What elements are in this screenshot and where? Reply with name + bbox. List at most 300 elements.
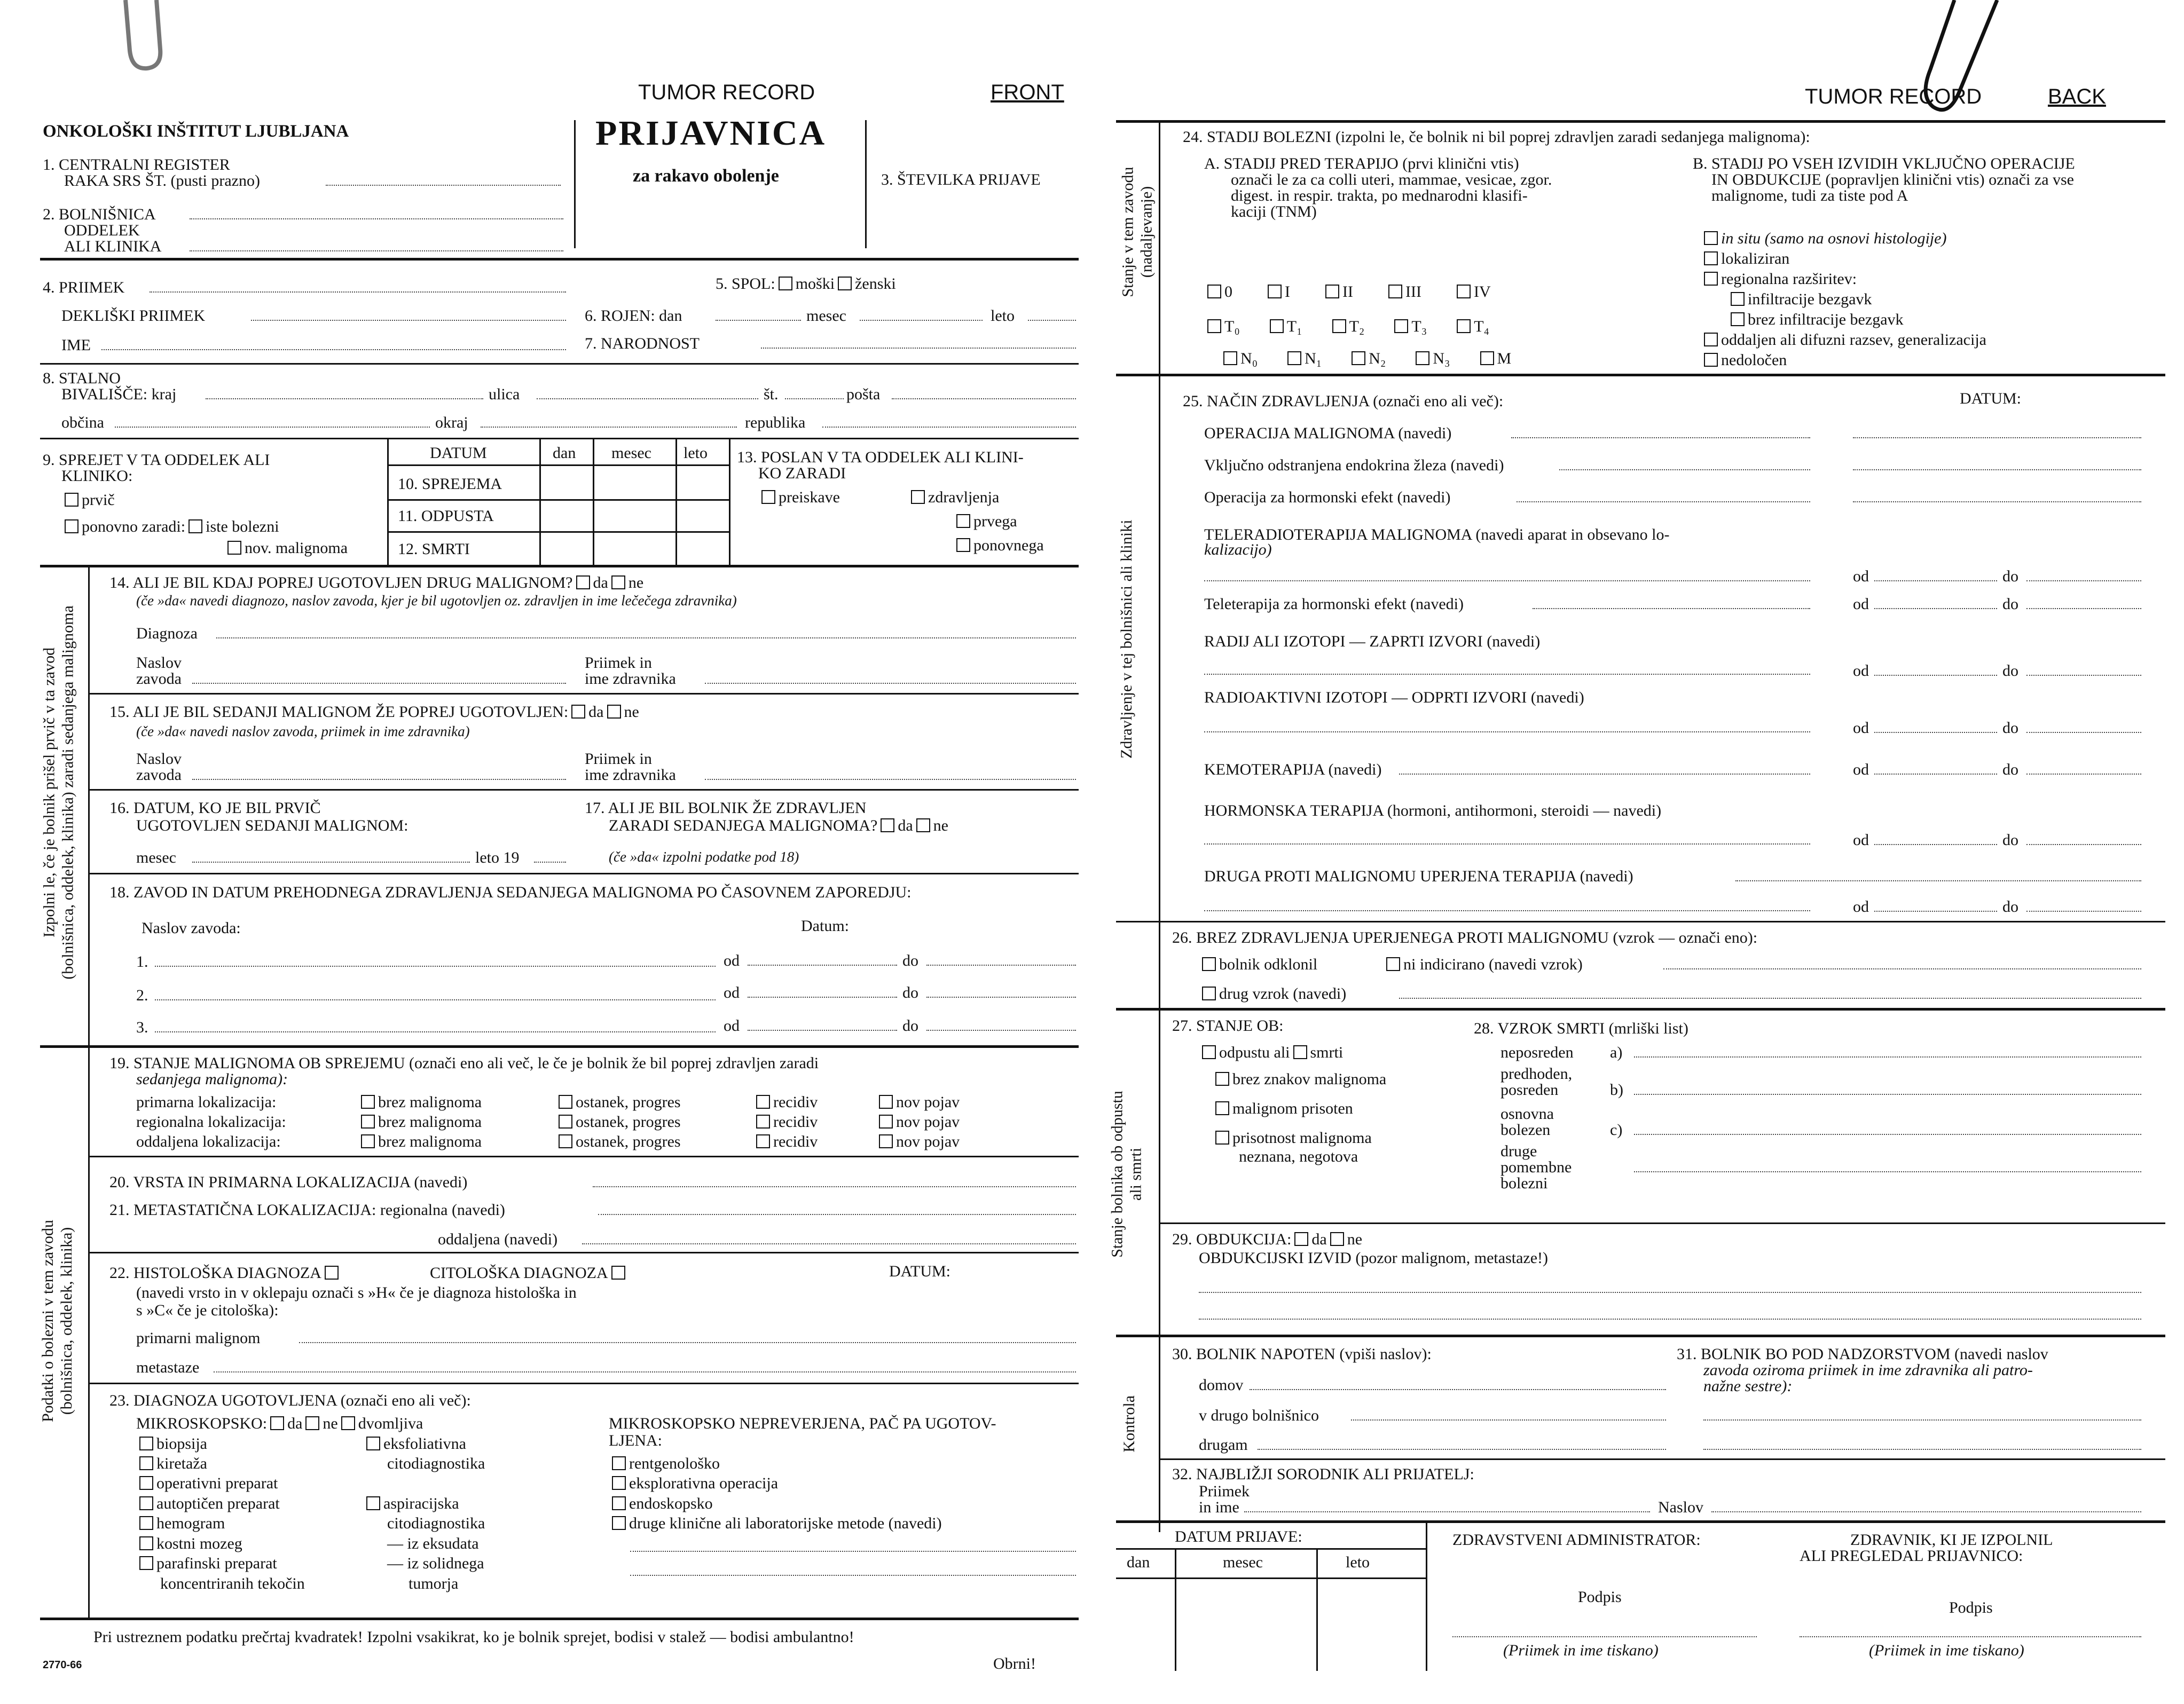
distant-spread-option[interactable]: oddaljen ali difuzni razsev, generalizacija xyxy=(1701,331,1986,350)
new-occurrence-option[interactable]: nov pojav xyxy=(876,1093,960,1112)
hormone-operation-date[interactable] xyxy=(1853,501,2141,502)
diagnosis-month-field[interactable] xyxy=(192,862,470,863)
admin-signature-field[interactable] xyxy=(1452,1636,1757,1637)
checkbox[interactable] xyxy=(361,1095,375,1109)
doubtful-checkbox[interactable] xyxy=(341,1416,355,1430)
checkbox[interactable] xyxy=(1704,353,1718,367)
repeated-treatment-option[interactable]: ponovnega xyxy=(953,537,1044,555)
checkbox[interactable] xyxy=(1704,231,1718,245)
regional-spread-option[interactable]: regionalna razširitev: xyxy=(1701,270,1857,289)
q14-yes-checkbox[interactable] xyxy=(576,575,590,589)
no-malignoma-option[interactable]: brez malignoma xyxy=(358,1093,482,1112)
doctor-field[interactable] xyxy=(705,779,1076,780)
other-diseases-label-c: bolezni xyxy=(1500,1174,1548,1192)
row-1-label: 1. xyxy=(136,953,148,971)
diagnosis-field[interactable] xyxy=(216,637,1076,638)
no-lymph-infiltration-option[interactable]: brez infiltracije bezgavk xyxy=(1727,311,1904,329)
other-reason-field[interactable] xyxy=(1399,998,2141,999)
stage-a-label: A. STADIJ PRED TERAPIJO (prvi klinični vtis) xyxy=(1204,155,1519,172)
field-9-label-b: KLINIKO: xyxy=(61,467,133,485)
autopsy-report-field[interactable] xyxy=(1199,1292,2141,1293)
field-21-label: 21. METASTATIČNA LOKALIZACIJA: regionalna (navedi) xyxy=(109,1201,505,1219)
field-25-label: 25. NAČIN ZDRAVLJENJA (označi eno ali več): xyxy=(1183,392,1504,410)
checkbox[interactable] xyxy=(361,1115,375,1129)
municipality-field[interactable] xyxy=(115,427,430,428)
house-number-field[interactable] xyxy=(785,398,844,399)
from-label: od xyxy=(1853,898,1869,916)
to-date[interactable] xyxy=(2026,911,2141,912)
sidebar-control: Kontrola xyxy=(1120,1395,1138,1453)
checkbox[interactable] xyxy=(1704,333,1718,346)
paraffin-option-b: koncentriranih tekočin xyxy=(160,1575,305,1592)
checkbox[interactable] xyxy=(559,1115,572,1129)
radioisotopes-label: RADIOAKTIVNI IZOTOPI — ODPRTI IZVORI (navedi) xyxy=(1204,689,1584,706)
treatment-institution-1[interactable] xyxy=(155,966,716,967)
from-date-1[interactable] xyxy=(748,965,897,966)
new-malignoma-option[interactable]: nov. malignoma xyxy=(224,539,348,558)
checkbox[interactable] xyxy=(1386,957,1400,971)
to-label: do xyxy=(2002,662,2018,680)
month-header: mesec xyxy=(611,444,651,462)
field-13-label-b: KO ZARADI xyxy=(758,464,846,482)
autopsy-yes-checkbox[interactable] xyxy=(1294,1232,1308,1246)
born-year-label: leto xyxy=(991,307,1015,325)
district-field[interactable] xyxy=(481,427,737,428)
born-year-field[interactable] xyxy=(1028,320,1076,321)
checkbox[interactable] xyxy=(1202,957,1216,971)
checkbox[interactable] xyxy=(612,1476,626,1490)
checkbox[interactable] xyxy=(366,1437,380,1450)
cause-c-field[interactable] xyxy=(1634,1134,2141,1135)
q17-no-checkbox[interactable] xyxy=(916,818,930,832)
t4-checkbox[interactable] xyxy=(1457,319,1471,333)
undetermined-option[interactable]: nedoločen xyxy=(1701,351,1787,370)
no-malignoma-option[interactable]: brez malignoma xyxy=(358,1133,482,1151)
checkbox[interactable] xyxy=(756,1115,770,1129)
recurrence-option[interactable]: recidiv xyxy=(753,1133,818,1151)
death-date-label: 12. SMRTI xyxy=(398,540,470,558)
doctor-label-b: ime zdravnika xyxy=(585,670,676,688)
checkbox[interactable] xyxy=(1704,251,1718,265)
field-22-note-b: s »C« če je citološka): xyxy=(136,1301,279,1319)
to-date[interactable] xyxy=(2026,675,2141,676)
institution-field[interactable] xyxy=(192,779,566,780)
checkbox[interactable] xyxy=(139,1476,153,1490)
field-4-label: 4. PRIIMEK xyxy=(43,279,125,296)
field-14-label: 14. ALI JE BIL KDAJ POPREJ UGOTOVLJEN DRUG MALIGNOM? da ne xyxy=(109,574,644,591)
institution-field[interactable] xyxy=(192,683,566,684)
other-diseases-field[interactable] xyxy=(1634,1171,2141,1172)
year-header: leto xyxy=(1346,1553,1370,1571)
to-date[interactable] xyxy=(2026,774,2141,775)
stage-4-checkbox[interactable] xyxy=(1457,285,1471,298)
t-row: T₀ T₁ T₂ T₃ T₄ xyxy=(1204,318,1489,336)
supervision-field[interactable] xyxy=(1703,1419,2141,1421)
distant-localization-label: oddaljena lokalizacija: xyxy=(136,1133,281,1150)
hormone-therapy-field[interactable] xyxy=(1204,843,1810,845)
exploratory-option[interactable]: eksplorativna operacija xyxy=(609,1474,778,1493)
doctor-field[interactable] xyxy=(705,683,1076,684)
checkbox[interactable] xyxy=(612,1456,626,1470)
post-field[interactable] xyxy=(892,398,1076,399)
readmission-option[interactable]: ponovno zaradi: iste bolezni xyxy=(61,518,279,537)
death-checkbox[interactable] xyxy=(1293,1045,1307,1059)
checkbox[interactable] xyxy=(559,1095,572,1109)
field-20-label: 20. VRSTA IN PRIMARNA LOKALIZACIJA (navedi) xyxy=(109,1173,468,1191)
operation-label: OPERACIJA MALIGNOMA (navedi) xyxy=(1204,424,1452,442)
institute-name: ONKOLOŠKI INŠTITUT LJUBLJANA xyxy=(43,122,349,141)
repeated-treatment-checkbox[interactable] xyxy=(956,538,970,552)
aspiration-option[interactable]: aspiracijska xyxy=(363,1495,459,1513)
regional-metastasis-field[interactable] xyxy=(598,1214,1076,1215)
stage-1-checkbox[interactable] xyxy=(1268,285,1282,298)
n3-checkbox[interactable] xyxy=(1416,351,1429,365)
recurrence-option[interactable]: recidiv xyxy=(753,1113,818,1132)
name-field[interactable] xyxy=(101,349,566,350)
from-date-3[interactable] xyxy=(748,1030,897,1031)
curettage-option[interactable]: kiretaža xyxy=(136,1455,207,1473)
diagnosis-year-field[interactable] xyxy=(534,862,566,863)
checkbox[interactable] xyxy=(139,1556,153,1570)
relative-address-field[interactable] xyxy=(1711,1511,2141,1512)
from-label: od xyxy=(1853,831,1869,849)
no-malignoma-option[interactable]: brez malignoma xyxy=(358,1113,482,1132)
hospital-field[interactable] xyxy=(190,218,563,219)
n0-checkbox[interactable] xyxy=(1223,351,1237,365)
checkbox[interactable] xyxy=(1202,987,1216,1000)
relative-address-label: Naslov xyxy=(1658,1498,1703,1516)
n-row: N₀ N₁ N₂ N₃ M xyxy=(1220,350,1511,368)
q15-no-checkbox[interactable] xyxy=(607,705,621,719)
readmission-checkbox[interactable] xyxy=(65,519,78,533)
field-9-label: 9. SPREJET V TA ODDELEK ALI xyxy=(43,451,270,469)
sidebar-treatment: Zdravljenje v tej bolnišnici ali kliniki xyxy=(1117,519,1135,759)
from-label: od xyxy=(1853,595,1869,613)
q17-yes-checkbox[interactable] xyxy=(881,818,894,832)
to-date[interactable] xyxy=(2026,732,2141,733)
first-treatment-option[interactable]: prvega xyxy=(953,512,1017,531)
distant-metastasis-label: oddaljena (navedi) xyxy=(438,1230,558,1248)
to-date-1[interactable] xyxy=(926,965,1076,966)
endocrine-date[interactable] xyxy=(1853,469,2141,470)
treatment-option[interactable]: zdravljenja xyxy=(908,488,999,507)
paraffin-option[interactable]: parafinski preparat xyxy=(136,1555,277,1573)
field-15-note: (če »da« navedi naslov zavoda, priimek in ime zdravnika) xyxy=(136,723,470,739)
from-solid-label: — iz solidnega xyxy=(387,1555,484,1572)
checkbox[interactable] xyxy=(366,1496,380,1510)
metastases-field[interactable] xyxy=(214,1371,1076,1372)
biopsy-option[interactable]: biopsija xyxy=(136,1435,207,1454)
checkbox[interactable] xyxy=(879,1095,893,1109)
residue-option[interactable]: ostanek, progres xyxy=(555,1113,681,1132)
report-date-label: DATUM PRIJAVE: xyxy=(1175,1528,1302,1545)
operation-field[interactable] xyxy=(1511,437,1810,438)
to-date-2[interactable] xyxy=(926,997,1076,998)
no-signs-option[interactable]: brez znakov malignoma xyxy=(1212,1070,1386,1089)
checkbox[interactable] xyxy=(139,1456,153,1470)
t2-checkbox[interactable] xyxy=(1332,319,1346,333)
radioisotopes-field[interactable] xyxy=(1204,731,1810,732)
registry-number-field[interactable] xyxy=(326,185,561,186)
from-label: od xyxy=(724,984,740,1001)
type-localization-field[interactable] xyxy=(593,1186,1076,1187)
n2-checkbox[interactable] xyxy=(1352,351,1365,365)
surname-field[interactable] xyxy=(150,291,566,293)
stage-2-checkbox[interactable] xyxy=(1325,285,1339,298)
lymph-infiltration-option[interactable]: infiltracije bezgavk xyxy=(1727,290,1872,309)
t1-checkbox[interactable] xyxy=(1270,319,1284,333)
other-methods-option[interactable]: druge klinične ali laboratorijske metode (navedi) xyxy=(609,1514,942,1533)
autopsy-report-field-2[interactable] xyxy=(1199,1319,2141,1320)
field-18-label: 18. ZAVOD IN DATUM PREHODNEGA ZDRAVLJENJA SEDANJEGA MALIGNOMA PO ČASOVNEM ZAPOREDJU: xyxy=(109,883,912,901)
new-occurrence-option[interactable]: nov pojav xyxy=(876,1113,960,1132)
maiden-name-field[interactable] xyxy=(251,320,566,321)
exfoliative-option-b: citodiagnostika xyxy=(387,1455,485,1472)
home-label: domov xyxy=(1199,1376,1244,1394)
checkbox[interactable] xyxy=(756,1095,770,1109)
month-header: mesec xyxy=(1223,1553,1263,1571)
from-date[interactable] xyxy=(1874,844,1997,845)
doctor-printed-name-label: (Priimek in ime tiskano) xyxy=(1869,1642,2024,1659)
discharge-checkbox[interactable] xyxy=(1202,1045,1216,1059)
to-date[interactable] xyxy=(2026,580,2141,581)
malignoma-present-option[interactable]: malignom prisoten xyxy=(1212,1100,1353,1118)
other-therapy-field-2[interactable] xyxy=(1204,910,1810,911)
histological-checkbox[interactable] xyxy=(325,1266,339,1280)
checkbox[interactable] xyxy=(1215,1101,1229,1115)
operation-date[interactable] xyxy=(1853,437,2141,438)
clinic-label: ALI KLINIKA xyxy=(64,238,162,255)
checkbox[interactable] xyxy=(139,1437,153,1450)
street-label: ulica xyxy=(489,385,520,403)
town-field[interactable] xyxy=(206,398,483,399)
cytological-diagnosis-option[interactable]: CITOLOŠKA DIAGNOZA xyxy=(430,1264,629,1283)
teleradiotherapy-label: TELERADIOTERAPIJA MALIGNOMA (navedi aparat in obsevano lo- xyxy=(1204,526,1670,543)
field-23-label: 23. DIAGNOZA UGOTOVLJENA (označi eno ali več): xyxy=(109,1392,471,1409)
field-17-label: 17. ALI JE BIL BOLNIK ŽE ZDRAVLJEN xyxy=(585,799,867,817)
checkbox[interactable] xyxy=(612,1496,626,1510)
from-date[interactable] xyxy=(1874,675,1997,676)
autopsy-preparation-option[interactable]: autoptičen preparat xyxy=(136,1495,280,1513)
doctor-signature-field[interactable] xyxy=(1800,1636,2141,1637)
checkbox[interactable] xyxy=(361,1134,375,1148)
checkbox[interactable] xyxy=(1704,272,1718,286)
other-hospital-field[interactable] xyxy=(1351,1419,1666,1421)
patient-refused-option[interactable]: bolnik odklonil xyxy=(1199,956,1317,974)
female-checkbox[interactable] xyxy=(838,277,852,290)
diagnosis-label: Diagnoza xyxy=(136,625,198,642)
day-header: dan xyxy=(553,444,576,462)
checkbox[interactable] xyxy=(1731,312,1745,326)
diagnosis-date-label: DATUM: xyxy=(889,1263,951,1280)
metastases-label: metastaze xyxy=(136,1359,200,1376)
nationality-field[interactable] xyxy=(761,348,1076,349)
stage-3-checkbox[interactable] xyxy=(1388,285,1402,298)
treatment-checkbox[interactable] xyxy=(911,490,925,504)
home-field[interactable] xyxy=(1250,1389,1666,1390)
field-19-label: 19. STANJE MALIGNOMA OB SPREJEMU (označi eno ali več, le če je bolnik že bil poprej zdravljen zaradi xyxy=(109,1054,819,1072)
residue-option[interactable]: ostanek, progres xyxy=(555,1133,681,1151)
from-date[interactable] xyxy=(1874,608,1997,609)
n1-checkbox[interactable] xyxy=(1287,351,1301,365)
field-16-label: 16. DATUM, KO JE BIL PRVIČ xyxy=(109,799,321,817)
discharge-date-label: 11. ODPUSTA xyxy=(398,507,494,525)
other-therapy-label: DRUGA PROTI MALIGNOMU UPERJENA TERAPIJA (navedi) xyxy=(1204,867,1633,885)
not-indicated-option[interactable]: ni indicirano (navedi vzrok) xyxy=(1383,956,1583,974)
endocrine-field[interactable] xyxy=(1559,469,1810,470)
field-31-label-c: nažne sestre): xyxy=(1703,1377,1793,1395)
teletherapy-hormone-field[interactable] xyxy=(1533,608,1810,609)
residence-label: BIVALIŠČE: kraj xyxy=(61,385,177,403)
aspiration-option-b: citodiagnostika xyxy=(387,1514,485,1532)
from-label: od xyxy=(1853,761,1869,778)
preceding-cause-label-b: posreden xyxy=(1500,1081,1559,1099)
to-label: do xyxy=(2002,595,2018,613)
first-checkbox[interactable] xyxy=(65,493,78,507)
treatment-institution-3[interactable] xyxy=(155,1031,716,1032)
hemogram-option[interactable]: hemogram xyxy=(136,1514,225,1533)
q14-no-checkbox[interactable] xyxy=(611,575,625,589)
checkbox[interactable] xyxy=(1215,1131,1229,1145)
first-treatment-checkbox[interactable] xyxy=(956,514,970,528)
radium-field[interactable] xyxy=(1204,674,1810,675)
from-date[interactable] xyxy=(1874,911,1997,912)
field-8-label: 8. STALNO xyxy=(43,369,121,387)
cytological-checkbox[interactable] xyxy=(611,1266,625,1280)
born-month-field[interactable] xyxy=(860,320,983,321)
examination-option[interactable]: preiskave xyxy=(758,488,840,507)
field-13-label: 13. POSLAN V TA ODDELEK ALI KLINI- xyxy=(737,448,1024,466)
field-31-label: 31. BOLNIK BO POD NADZORSTVOM (navedi naslov xyxy=(1677,1345,2048,1363)
checkbox[interactable] xyxy=(1215,1072,1229,1086)
microscopic-no-checkbox[interactable] xyxy=(305,1416,319,1430)
doctor-label: Priimek in xyxy=(585,654,652,672)
republic-field[interactable] xyxy=(822,427,1076,428)
to-label: do xyxy=(2002,761,2018,778)
form-subtitle: za rakavo obolenje xyxy=(633,166,779,186)
endoscopy-option[interactable]: endoskopsko xyxy=(609,1495,713,1513)
field-30-label: 30. BOLNIK NAPOTEN (vpiši naslov): xyxy=(1172,1345,1432,1363)
residue-option[interactable]: ostanek, progres xyxy=(555,1093,681,1112)
checkbox[interactable] xyxy=(139,1496,153,1510)
other-methods-field[interactable] xyxy=(630,1551,1076,1552)
q15-yes-checkbox[interactable] xyxy=(571,705,585,719)
stage-row: 0 I II III IV xyxy=(1204,283,1491,302)
distant-metastasis-field[interactable] xyxy=(582,1243,1076,1244)
operative-preparation-option[interactable]: operativni preparat xyxy=(136,1474,278,1493)
checkbox[interactable] xyxy=(879,1134,893,1148)
other-reason-option[interactable]: drug vzrok (navedi) xyxy=(1199,985,1346,1004)
administrator-label: ZDRAVSTVENI ADMINISTRATOR: xyxy=(1452,1531,1701,1549)
new-malignoma-checkbox[interactable] xyxy=(227,541,241,555)
microscopic-label: MIKROSKOPSKO: da ne dvomljiva xyxy=(136,1415,423,1432)
institution-label-b: zavoda xyxy=(136,670,182,688)
radiology-option[interactable]: rentgenološko xyxy=(609,1455,720,1473)
chemotherapy-field[interactable] xyxy=(1399,774,1810,775)
checkbox[interactable] xyxy=(139,1536,153,1550)
field-29-label: 29. OBDUKCIJA: da ne xyxy=(1172,1230,1363,1248)
bone-marrow-option[interactable]: kostni mozeg xyxy=(136,1535,242,1553)
doctor-label-b: ALI PREGLEDAL PRIJAVNICO: xyxy=(1800,1547,2023,1565)
t3-checkbox[interactable] xyxy=(1394,319,1408,333)
from-date[interactable] xyxy=(1874,732,1997,733)
unknown-option[interactable]: prisotnost malignoma xyxy=(1212,1129,1372,1148)
autopsy-no-checkbox[interactable] xyxy=(1330,1232,1344,1246)
institution-label: Naslov xyxy=(136,654,182,672)
same-disease-checkbox[interactable] xyxy=(188,519,202,533)
street-field[interactable] xyxy=(537,398,758,399)
stage-a-note: označi le za ca colli uteri, mammae, vesicae, zgor. xyxy=(1231,171,1552,188)
stage-0-checkbox[interactable] xyxy=(1207,285,1221,298)
cause-b-field[interactable] xyxy=(1634,1094,2141,1095)
field-26-label: 26. BREZ ZDRAVLJENJA UPERJENEGA PROTI MALIGNOMU (vzrok — označi eno): xyxy=(1172,929,1758,946)
field-15-label: 15. ALI JE BIL SEDANJI MALIGNOM ŽE POPREJ UGOTOVLJEN: da ne xyxy=(109,703,639,721)
not-indicated-field[interactable] xyxy=(1663,968,2141,969)
teleradiotherapy-field[interactable] xyxy=(1204,580,1810,581)
relative-name-field[interactable] xyxy=(1244,1511,1650,1512)
new-occurrence-option[interactable]: nov pojav xyxy=(876,1133,960,1151)
elsewhere-label: drugam xyxy=(1199,1436,1248,1454)
recurrence-option[interactable]: recidiv xyxy=(753,1093,818,1112)
in-situ-option[interactable]: in situ (samo na osnovi histologije) xyxy=(1701,230,1947,248)
other-methods-field-2[interactable] xyxy=(630,1575,1076,1576)
to-date[interactable] xyxy=(2026,844,2141,845)
born-day-field[interactable] xyxy=(716,320,801,321)
clinic-field[interactable] xyxy=(190,250,563,251)
histological-diagnosis-option[interactable]: 22. HISTOLOŠKA DIAGNOZA xyxy=(109,1264,342,1283)
other-therapy-field[interactable] xyxy=(1735,880,2141,881)
to-date-3[interactable] xyxy=(926,1030,1076,1031)
elsewhere-field[interactable] xyxy=(1258,1449,1666,1450)
cause-a-label: a) xyxy=(1610,1044,1623,1061)
endocrine-label: Vključno odstranjena endokrina žleza (navedi) xyxy=(1204,456,1504,474)
municipality-label: občina xyxy=(61,414,104,431)
treatment-institution-2[interactable] xyxy=(155,999,716,1000)
from-date[interactable] xyxy=(1874,580,1997,581)
checkbox[interactable] xyxy=(559,1134,572,1148)
exfoliative-option[interactable]: eksfoliativna xyxy=(363,1435,466,1454)
microscopic-yes-checkbox[interactable] xyxy=(270,1416,284,1430)
primary-malignoma-field[interactable] xyxy=(299,1342,1076,1343)
checkbox[interactable] xyxy=(139,1516,153,1530)
to-label: do xyxy=(902,984,918,1001)
from-date[interactable] xyxy=(1874,774,1997,775)
from-date-2[interactable] xyxy=(748,997,897,998)
checkbox[interactable] xyxy=(612,1516,626,1530)
cause-b-label: b) xyxy=(1610,1081,1623,1099)
supervision-field-2[interactable] xyxy=(1703,1449,2141,1450)
other-diseases-label-b: pomembne xyxy=(1500,1158,1572,1176)
first-admission-option[interactable]: prvič xyxy=(61,491,115,510)
field-31-label-b: zavoda oziroma priimek in ime zdravnika ali patro- xyxy=(1703,1361,2033,1379)
checkbox[interactable] xyxy=(1731,292,1745,306)
male-checkbox[interactable] xyxy=(779,277,792,290)
examination-checkbox[interactable] xyxy=(761,490,775,504)
cause-a-field[interactable] xyxy=(1634,1056,2141,1058)
checkbox[interactable] xyxy=(756,1134,770,1148)
primary-localization-label: primarna lokalizacija: xyxy=(136,1093,277,1111)
localized-option[interactable]: lokaliziran xyxy=(1701,250,1789,269)
regional-localization-label: regionalna lokalizacija: xyxy=(136,1113,286,1131)
checkbox[interactable] xyxy=(879,1115,893,1129)
relative-name-label: Priimek xyxy=(1199,1482,1250,1500)
discharge-option[interactable]: odpustu ali smrti xyxy=(1199,1044,1343,1062)
hormone-operation-field[interactable] xyxy=(1517,501,1810,502)
m-checkbox[interactable] xyxy=(1480,351,1494,365)
to-date[interactable] xyxy=(2026,608,2141,609)
non-microscopic-label-b: LJENA: xyxy=(609,1432,662,1449)
t0-checkbox[interactable] xyxy=(1207,319,1221,333)
